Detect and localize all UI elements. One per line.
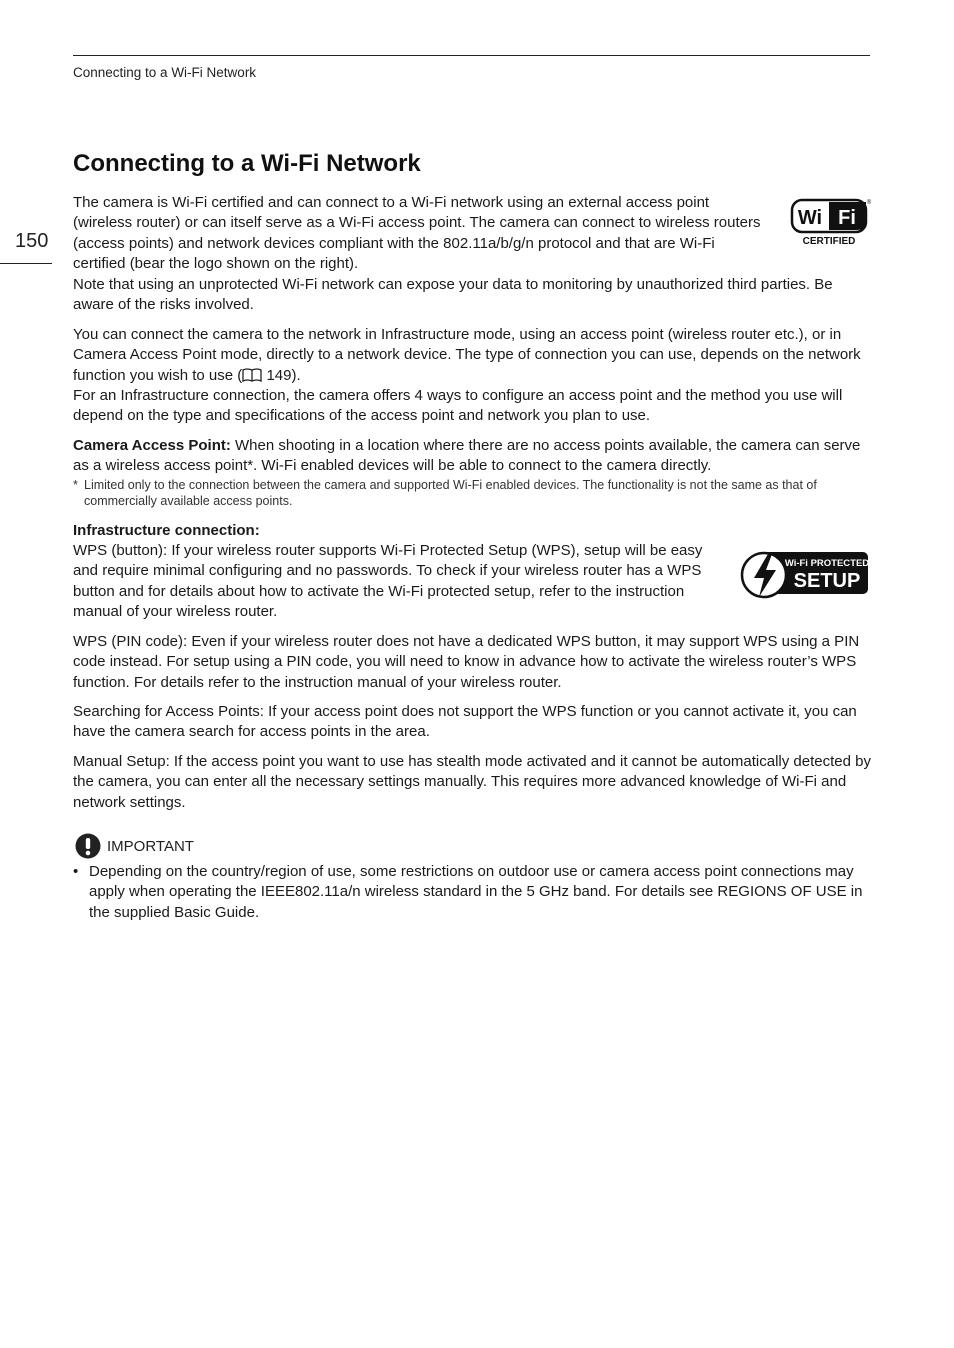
wps-logo-line1: Wi-Fi PROTECTED [784, 558, 870, 569]
modes-paragraph [73, 325, 873, 386]
infrastructure-intro-paragraph: For an Infrastructure connection, the camera offers 4 ways to configure an access point and the method you use will depend on the type and specifications of the access point and network you plan to use. [73, 387, 843, 425]
warning-paragraph: Note that using an unprotected Wi-Fi network can expose your data to monitoring by unauthorized third parties. Be aware of the risks involved. [73, 276, 833, 314]
search-ap-paragraph: Searching for Access Points: If your access point does not support the WPS function or you cannot activate it, you can have the camera search for access points in the area. [73, 703, 857, 741]
modes-text: You can connect the camera to the network in Infrastructure mode, using an access point (wireless router etc.), or in Camera Access Point mode, directly to a network device. The type of connection you can use, depends on the network function you wish to use ( [73, 326, 861, 384]
page-number: 150 [15, 230, 49, 252]
important-item-text: Depending on the country/region of use, some restrictions on outdoor use or camera access point connections may apply when operating the IEEE802.11a/n wireless standard in the 5 GHz band. For details see REGIONS OF USE in the supplied Basic Guide. [89, 863, 863, 921]
wifi-certified-logo [790, 196, 872, 248]
bullet-mark: • [73, 863, 79, 880]
wifi-logo-registered: ® [866, 200, 872, 206]
camera-ap-label: Camera Access Point: [73, 437, 231, 454]
wps-pin-paragraph: WPS (PIN code): Even if your wireless router does not have a dedicated WPS button, it may support WPS using a PIN code instead. For setup using a PIN code, you will need to know in advance how to activate the wireless router’s WPS function. For details refer to the instruction manual of your wireless router. [73, 633, 860, 691]
page-title: Connecting to a Wi-Fi Network [73, 150, 421, 177]
important-label: IMPORTANT [107, 838, 194, 855]
manual-setup-paragraph: Manual Setup: If the access point you want to use has stealth mode activated and it cannot be automatically detected by the camera, you can enter all the necessary settings manually. This requires more advanced knowledge of Wi-Fi and network settings. [73, 753, 871, 811]
wps-button-paragraph: WPS (button): If your wireless router supports Wi-Fi Protected Setup (WPS), setup will be easy and require minimal configuring and no passwords. To check if your wireless router has a WPS button and for details about how to activate the Wi-Fi protected setup, refer to the instruction manual of your wireless router. [73, 542, 703, 620]
running-header: Connecting to a Wi-Fi Network [73, 65, 257, 80]
wps-logo-line2: SETUP [793, 570, 861, 592]
header-rule [73, 55, 870, 56]
important-list-item [73, 862, 873, 923]
wifi-logo-wi: Wi [797, 207, 823, 229]
page-reference[interactable]: 149 [266, 366, 292, 384]
camera-ap-text: When shooting in a location where there are no access points available, the camera can serve as a wireless access point*. Wi-Fi enabled devices will be able to connect to the camera directly. [73, 437, 861, 475]
footnote-mark: * [73, 478, 78, 492]
camera-ap-paragraph [73, 436, 873, 477]
intro-paragraph: The camera is Wi-Fi certified and can connect to a Wi-Fi network using an external access point (wireless router) or can itself serve as a Wi-Fi access point. The camera can connect to wireless routers (access points) and network devices compliant with the 802.11a/b/g/n protocol and that are Wi-Fi certified (bear the logo shown on the right). [73, 194, 761, 272]
important-exclamation-icon [75, 833, 101, 859]
infrastructure-label: Infrastructure connection: [73, 522, 260, 539]
wifi-logo-certified: CERTIFIED [802, 236, 856, 247]
modes-text-end: ). [291, 366, 301, 384]
page-number-rule [0, 263, 52, 264]
footnote [73, 477, 853, 509]
wifi-logo-fi: Fi [838, 207, 856, 229]
footnote-text: Limited only to the connection between the camera and supported Wi-Fi enabled devices. The functionality is not the same as that of commercially available access points. [84, 478, 817, 508]
book-reference-icon [242, 368, 262, 382]
wps-setup-logo [740, 545, 870, 605]
